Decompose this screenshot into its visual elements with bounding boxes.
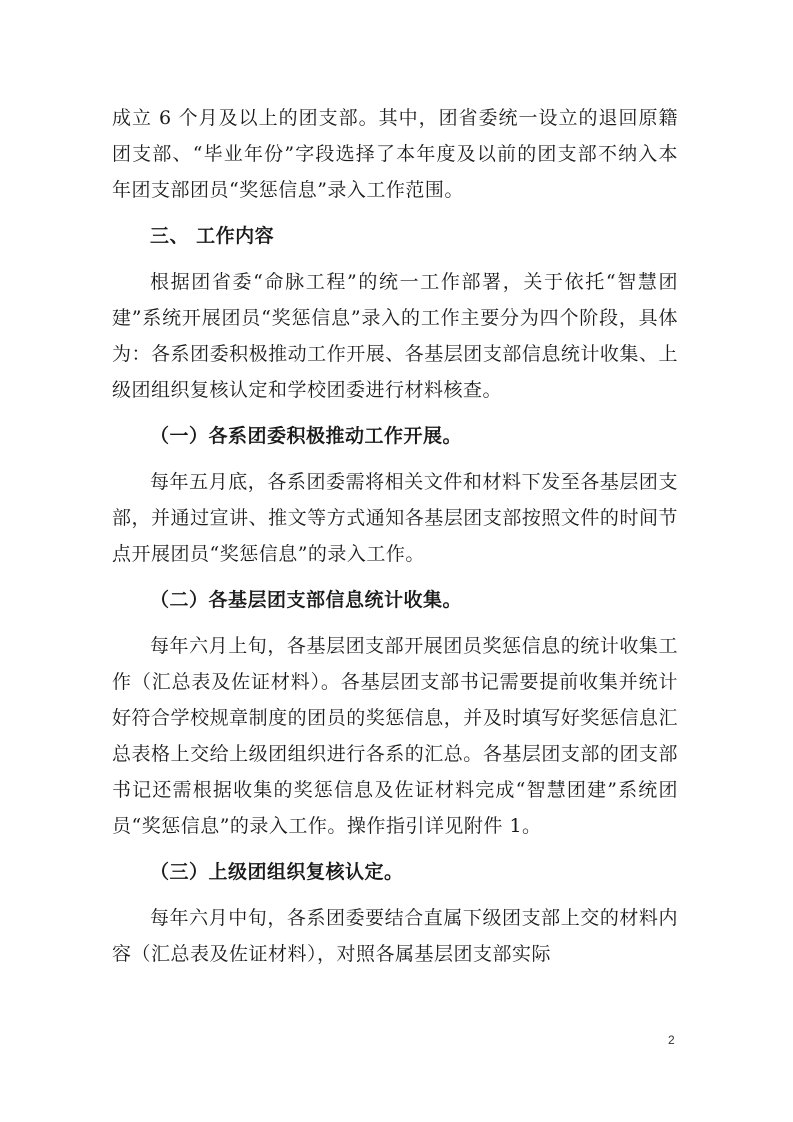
- document-body: [112, 100, 678, 982]
- subheading-stage-three: （三）上级团组织复核认定。: [150, 861, 404, 883]
- paragraph-stage-one: 每年五月底，各系团委需将相关文件和材料下发至各基层团支部，并通过宣讲、推文等方式通知各基层团支部按照文件的时间节点开展团员“奖惩信息”的录入工作。: [112, 471, 678, 565]
- page-number: 2: [668, 1033, 675, 1047]
- paragraph-stage-three: 每年六月中旬，各系团委要结合直属下级团支部上交的材料内容（汇总表及佐证材料），对照各属基层团支部实际: [112, 907, 678, 965]
- subheading-stage-one: （一）各系团委积极推动工作开展。: [150, 425, 463, 447]
- paragraph-scope-continuation: 成立 6 个月及以上的团支部。其中，团省委统一设立的退回原籍团支部、“毕业年份”字段选择了本年度及以前的团支部不纳入本年团支部团员“奖惩信息”录入工作范围。: [112, 107, 678, 201]
- paragraph-stage-two: 每年六月上旬，各基层团支部开展团员奖惩信息的统计收集工作（汇总表及佐证材料）。各基层团支部书记需要提前收集并统计好符合学校规章制度的团员的奖惩信息，并及时填写好奖惩信息汇总表格上交给上级团组织进行各系的汇总。各基层团支部的团支部书记还需根据收集的奖惩信息及佐证材料完成“智慧团建”系统团员“奖惩信息”的录入工作。操作指引详见附件 1。: [112, 635, 678, 837]
- subheading-stage-two: （二）各基层团支部信息统计收集。: [150, 589, 463, 611]
- paragraph-work-overview: 根据团省委“命脉工程”的统一工作部署，关于依托“智慧团建”系统开展团员“奖惩信息”录入的工作主要分为四个阶段，具体为：各系团委积极推动工作开展、各基层团支部信息统计收集、上级团组织复核认定和学校团委进行材料核查。: [112, 271, 678, 401]
- section-heading-work-content: 三、 工作内容: [150, 225, 275, 247]
